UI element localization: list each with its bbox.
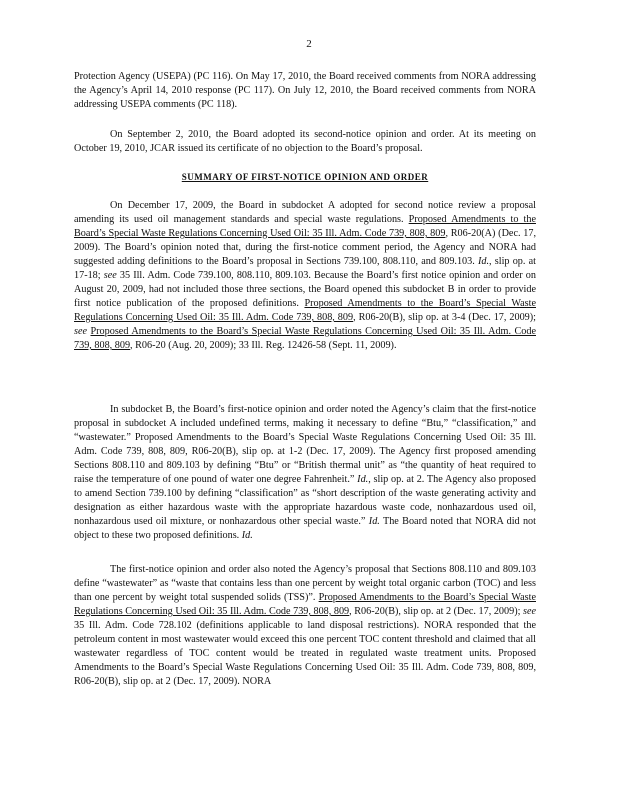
paragraph-subdocket-a [74, 199, 536, 353]
case-citation: Proposed Amendments to the Board’s Special Waste Regulations Concerning Used Oil: 35 Ill. Adm. Code 739, 808, 809 [74, 592, 536, 617]
paragraph-wastewater-definition [74, 563, 536, 689]
case-citation: Proposed Amendments to the Board’s Special Waste Regulations Concerning Used Oil: 35 Ill. Adm. Code 739, 808, 809 [74, 298, 536, 323]
paragraph-text: , R06-20(B), slip op. at 2 (Dec. 17, 2009); [349, 606, 523, 617]
paragraph-text: , slip op. at 2. The Agency also proposed to amend Section 739.100 by defining “classification” as “short description of the waste generating activity and designation as either hazardous waste with the appropriate hazardous waste code, nonhazardous used oil, nonhazardous used oil mixture, or nonhazardous other special waste.” [74, 474, 536, 527]
case-citation: Proposed Amendments to the Board’s Special Waste Regulations Concerning Used Oil: 35 Ill. Adm. Code 739, 808, 809 [74, 326, 536, 351]
paragraph-text: , slip op. at 17-18; [74, 256, 537, 281]
paragraph-second-notice [74, 128, 536, 156]
paragraph-subdocket-b-definitions [74, 403, 536, 543]
see-signal: see [74, 326, 88, 337]
paragraph-text: The Board noted that NORA did not object to these two proposed definitions. [74, 516, 536, 541]
paragraph-history-comments [74, 70, 536, 112]
paragraph-text: , R06-20 (Aug. 20, 2009); 33 Ill. Reg. 12426-58 (Sept. 11, 2009). [130, 340, 397, 351]
paragraph-text: In subdocket B, the Board’s first-notice opinion and order noted the Agency’s claim that the first-notice proposal in subdocket A included undefined terms, making it necessary to define “Btu,” “classification,” and “wastewater.” Proposed Amendments to the Board’s Special Waste Regulations Concerning Used Oil: 35 Ill. Adm. Code 739, 808, 809, R06-20(B), slip op. at 1-2 (Dec. 17, 2009). The Agency first proposed amending Sections 808.110 and 809.103 by defining “Btu” or “British thermal unit” as “the quantity of heat required to raise the temperature of one pound of water one degree Fahrenheit.” [74, 404, 536, 485]
see-signal: see [522, 606, 536, 617]
see-signal: see [103, 270, 117, 281]
paragraph-text: On September 2, 2010, the Board adopted its second-notice opinion and order. At its meeting on October 19, 2010, JCAR issued its certificate of no objection to the Board’s proposal. [74, 129, 536, 154]
page-number: 2 [306, 38, 312, 50]
id-citation: Id. [478, 256, 490, 267]
case-citation: Proposed Amendments to the Board’s Special Waste Regulations Concerning Used Oil: 35 Ill. Adm. Code 739, 808, 809 [74, 214, 536, 239]
id-citation: Id. [241, 530, 253, 541]
paragraph-text: Protection Agency (USEPA) (PC 116). On May 17, 2010, the Board received comments from NORA addressing the Agency’s April 14, 2010 response (PC 117). On July 12, 2010, the Board received comments from NORA addressing USEPA comments (PC 118). [74, 71, 536, 110]
paragraph-text: 35 Ill. Adm. Code 728.102 (definitions applicable to land disposal restrictions). NORA responded that the petroleum content in most wastewater would exceed this one percent TOC content threshold and claimed that all wastewater regardless of TOC content would be treated in regulated waste treatment units. Proposed Amendments to the Board’s Special Waste Regulations Concerning Used Oil: 35 Ill. Adm. Code 739, 808, 809, R06-20(B), slip op. at 2 (Dec. 17, 2009). NORA [74, 620, 536, 687]
paragraph-text: On December 17, 2009, the Board in subdocket A adopted for second notice review a proposal amending its used oil management standards and special waste regulations. [74, 200, 536, 225]
paragraph-text: , R06-20(A) (Dec. 17, 2009). The Board’s opinion noted that, during the first-notice comment period, the Agency and NORA had suggested adding definitions to the Board’s proposal in Sections 739.100, 808.110, and 809.103. [74, 228, 537, 267]
paragraph-text: The first-notice opinion and order also noted the Agency’s proposal that Sections 808.110 and 809.103 define “wastewater” as “waste that contains less than one percent by weight total organic carbon (TOC) and less than one percent by weight total suspended solids (TSS)”. [74, 564, 536, 603]
id-citation: Id. [357, 474, 369, 485]
paragraph-text: 35 Ill. Adm. Code 739.100, 808.110, 809.103. Because the Board’s first notice opinion and order on August 20, 2009, had not included those three sections, the Board opened this subdocket B in order to provide first notice publication of the proposed definitions. [74, 270, 536, 309]
section-heading: SUMMARY OF FIRST-NOTICE OPINION AND ORDER [181, 172, 429, 182]
paragraph-text: , R06-20(B), slip op. at 3-4 (Dec. 17, 2009); [353, 312, 536, 323]
id-citation: Id. [368, 516, 380, 527]
